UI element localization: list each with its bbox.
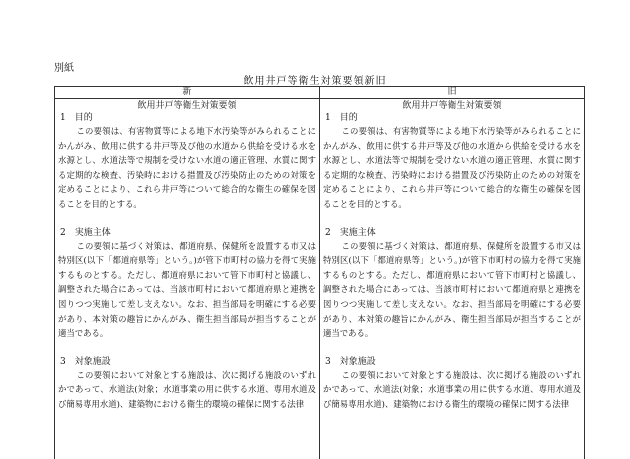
section-heading: 3 対象施設 <box>323 356 581 368</box>
section-body: この要領において対象とする施設は、次に掲げる施設のいずれかであって、水道法(対象；水道事業の用に供する水道、専用水道及び簡易専用水道)、建築物における衛生的環境の確保に関する法律 <box>323 368 581 412</box>
new-section-facilities <box>58 356 316 412</box>
new-column <box>55 99 320 459</box>
old-section-facilities <box>323 356 581 412</box>
comparison-table <box>54 86 585 459</box>
section-body: この要領において対象とする施設は、次に掲げる施設のいずれかであって、水道法(対象；水道事業の用に供する水道、専用水道及び簡易専用水道)、建築物における衛生的環境の確保に関する法律 <box>58 368 316 412</box>
annex-label: 別紙 <box>54 59 74 74</box>
section-body: この要領は、有害物質等による地下水汚染等がみられることにかんがみ、飲用に供する井戸等及び他の水道から供給を受ける水を水源とし、水道法等で規制を受けない水道の適正管理、水質に関する定期的な検査、汚染時における措置及び汚染防止のための対策を定めることにより、これら井戸等について総合的な衛生の確保を図ることを目的とする。 <box>323 124 581 212</box>
old-section-implementer <box>323 227 581 341</box>
old-section-purpose <box>323 112 581 212</box>
document-title: 飲用井戸等衛生対策要領新旧 <box>0 72 630 87</box>
new-section-purpose <box>58 112 316 212</box>
section-heading: 3 対象施設 <box>58 356 316 368</box>
content-row <box>55 99 585 459</box>
header-old: 旧 <box>320 87 585 99</box>
header-new: 新 <box>55 87 320 99</box>
section-body: この要領に基づく対策は、都道府県、保健所を設置する市又は特別区(以下「都道府県等」という。)が管下市町村の協力を得て実施するものとする。ただし、都道府県において管下市町村と協議し、調整された場合にあっては、当該市町村において都道府県と連携を図りつつ実施して差し支えない。なお、担当部局を明確にする必要があり、本対策の趣旨にかんがみ、衛生担当部局が担当することが適当である。 <box>58 239 316 341</box>
old-subtitle: 飲用井戸等衛生対策要領 <box>323 100 581 112</box>
section-heading: 1 目的 <box>323 112 581 124</box>
section-heading: 1 目的 <box>58 112 316 124</box>
new-section-implementer <box>58 227 316 341</box>
header-row <box>55 87 585 99</box>
section-heading: 2 実施主体 <box>58 227 316 239</box>
section-body: この要領は、有害物質等による地下水汚染等がみられることにかんがみ、飲用に供する井戸等及び他の水道から供給を受ける水を水源とし、水道法等で規制を受けない水道の適正管理、水質に関する定期的な検査、汚染時における措置及び汚染防止のための対策を定めることにより、これら井戸等について総合的な衛生の確保を図ることを目的とする。 <box>58 124 316 212</box>
section-body: この要領に基づく対策は、都道府県、保健所を設置する市又は特別区(以下「都道府県等」という。)が管下市町村の協力を得て実施するものとする。ただし、都道府県において管下市町村と協議し、調整された場合にあっては、当該市町村において都道府県と連携を図りつつ実施して差し支えない。なお、担当部局を明確にする必要があり、本対策の趣旨にかんがみ、衛生担当部局が担当することが適当である。 <box>323 239 581 341</box>
new-subtitle: 飲用井戸等衛生対策要領 <box>58 100 316 112</box>
section-heading: 2 実施主体 <box>323 227 581 239</box>
old-column <box>320 99 585 459</box>
